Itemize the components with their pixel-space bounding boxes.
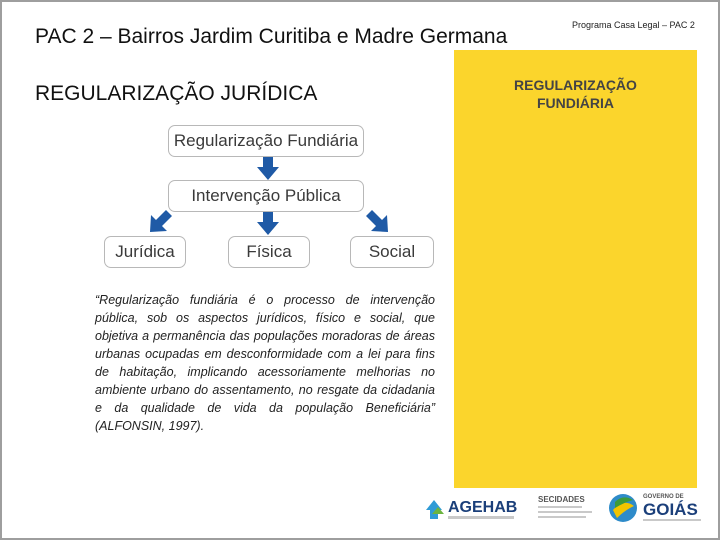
box-intervencao-publica: Intervenção Pública <box>168 180 364 212</box>
box-fisica: Física <box>228 236 310 268</box>
goias-logo <box>607 488 707 528</box>
flow-diagram <box>102 120 442 270</box>
goias-logo-small-text: GOVERNO DE <box>643 494 684 500</box>
panel-heading <box>454 76 697 112</box>
agehab-logo-text: AGEHAB <box>448 499 518 516</box>
goias-logo-text: GOIÁS <box>643 500 698 519</box>
box-social: Social <box>350 236 434 268</box>
arrow-down-right-icon <box>364 208 392 236</box>
panel-heading-line1: REGULARIZAÇÃO <box>514 77 637 93</box>
box-regularizacao-fundiaria: Regularização Fundiária <box>168 125 364 157</box>
arrow-down-left-icon <box>146 208 174 236</box>
secidades-logo-text: SECIDADES <box>538 495 585 504</box>
page-title: PAC 2 – Bairros Jardim Curitiba e Madre Germana <box>35 25 508 48</box>
secidades-logo <box>532 492 604 524</box>
arrow-down-icon <box>256 157 280 181</box>
panel-heading-line2: FUNDIÁRIA <box>537 95 614 111</box>
section-subtitle: REGULARIZAÇÃO JURÍDICA <box>35 82 318 105</box>
box-juridica: Jurídica <box>104 236 186 268</box>
arrow-down-icon <box>256 212 280 236</box>
agehab-logo <box>422 492 522 524</box>
program-label: Programa Casa Legal – PAC 2 <box>572 20 695 30</box>
definition-quote: “Regularização fundiária é o processo de intervenção pública, sob os aspectos jurídicos, físico e social, que objetiva a permanência das populações moradoras de áreas urbanas ocupadas em desconformidade com a lei para fins de habitação, implicando acessoriamente melhorias no ambiente urbano do assentamento, no resgate da cidadania e da qualidade de vida da população Beneficiária” (ALFONSIN, 1997). <box>95 293 435 433</box>
yellow-panel <box>454 50 697 488</box>
